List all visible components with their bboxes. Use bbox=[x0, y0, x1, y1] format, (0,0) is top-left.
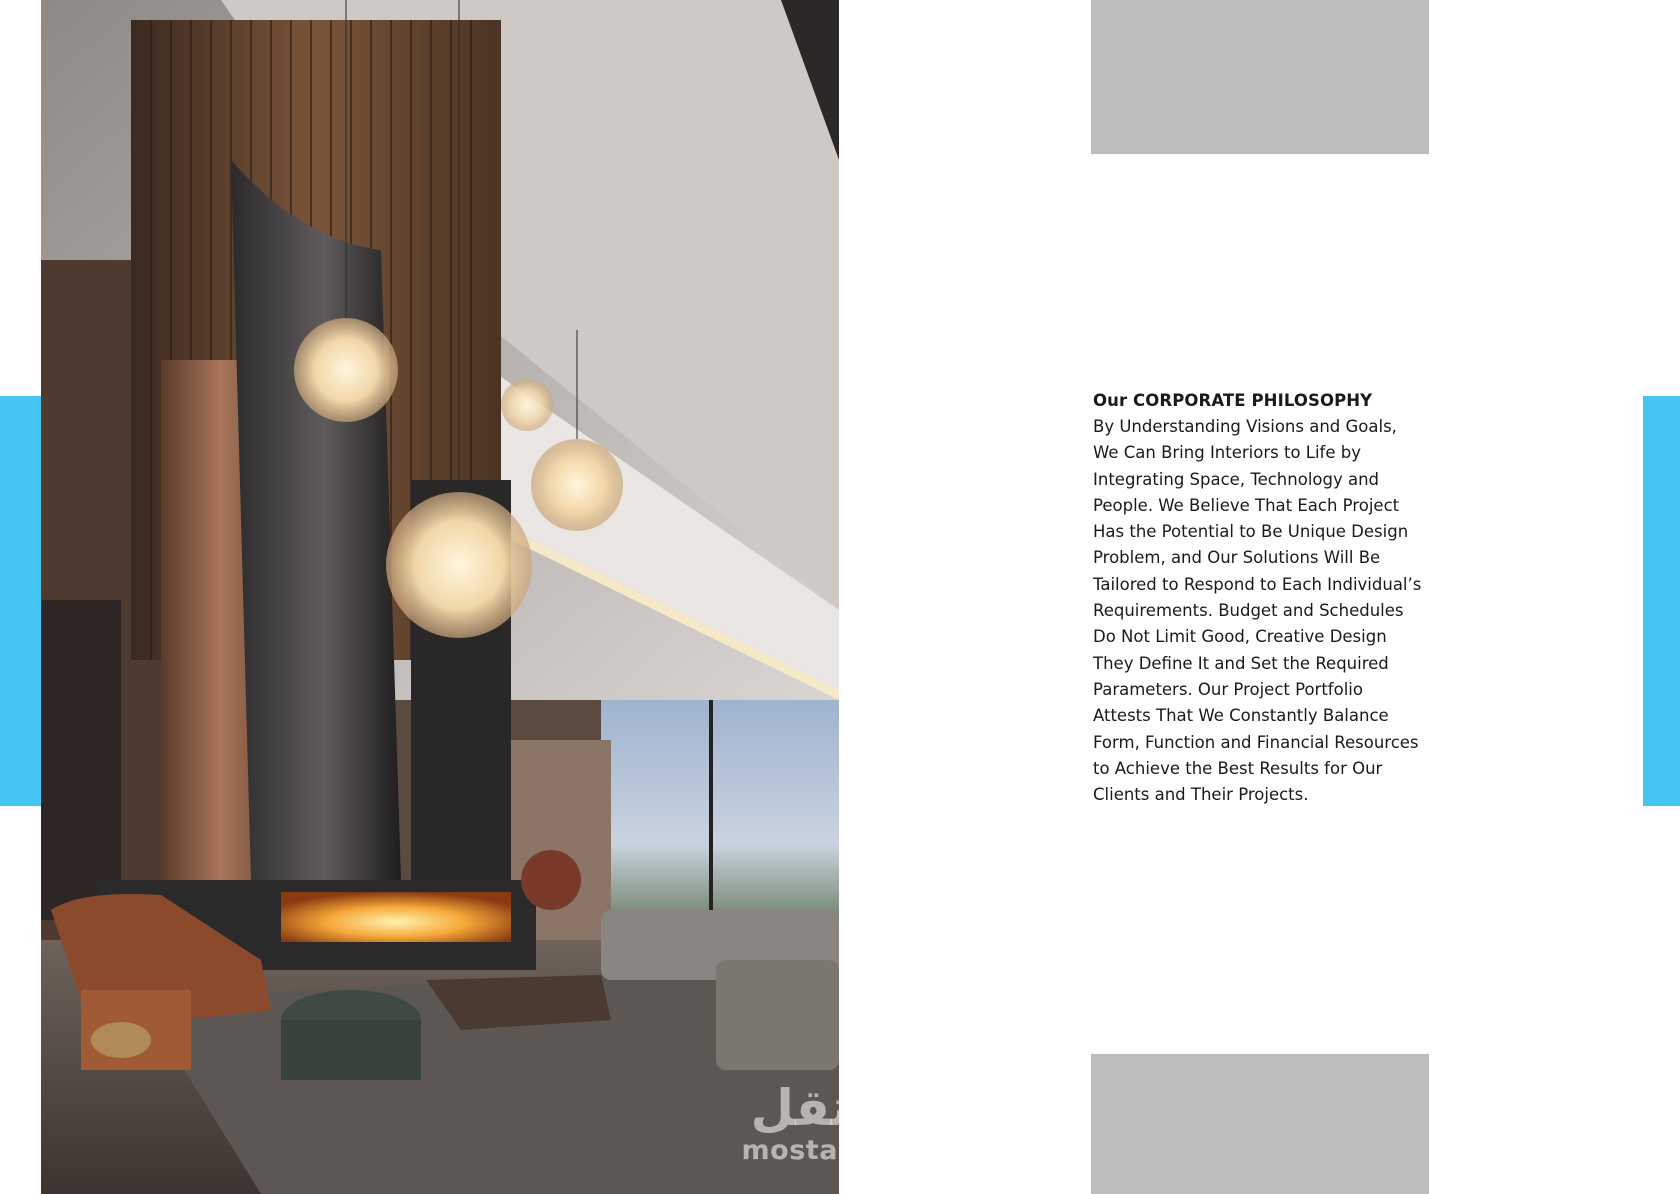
body-line: We Can Bring Interiors to Life by bbox=[1093, 443, 1362, 463]
left-accent-bar bbox=[0, 396, 41, 806]
body-line: Do Not Limit Good, Creative Design bbox=[1093, 627, 1387, 647]
gray-block-bottom bbox=[1091, 1054, 1429, 1194]
body-line: Parameters. Our Project Portfolio bbox=[1093, 679, 1363, 699]
body-line: People. We Believe That Each Project bbox=[1093, 495, 1400, 515]
body-line: Problem, and Our Solutions Will Be bbox=[1093, 548, 1381, 568]
body-line: Integrating Space, Technology and bbox=[1093, 469, 1380, 489]
body-line: By Understanding Visions and Goals, bbox=[1093, 417, 1397, 436]
mostaql-watermark bbox=[737, 1080, 947, 1175]
body-line: to Achieve the Best Results for Our bbox=[1093, 758, 1383, 778]
body-line: They Define It and Set the Required bbox=[1093, 653, 1389, 673]
body-line: Has the Potential to Be Unique Design bbox=[1093, 522, 1409, 542]
right-accent-bar bbox=[1643, 396, 1680, 806]
watermark-arabic: مستقل bbox=[750, 1079, 934, 1137]
body-line: Tailored to Respond to Each Individual’s bbox=[1093, 574, 1422, 594]
gray-block-top bbox=[1091, 0, 1429, 154]
body-line: Form, Function and Financial Resources bbox=[1093, 732, 1419, 752]
body-line: Clients and Their Projects. bbox=[1093, 785, 1309, 805]
section-heading: Our CORPORATE PHILOSOPHY bbox=[1093, 391, 1373, 410]
philosophy-text bbox=[1093, 388, 1438, 808]
body-line: Requirements. Budget and Schedules bbox=[1093, 601, 1404, 621]
body-line: Attests That We Constantly Balance bbox=[1093, 706, 1389, 726]
interior-photo bbox=[41, 0, 839, 1194]
watermark-latin: mostaql.com bbox=[741, 1135, 943, 1166]
